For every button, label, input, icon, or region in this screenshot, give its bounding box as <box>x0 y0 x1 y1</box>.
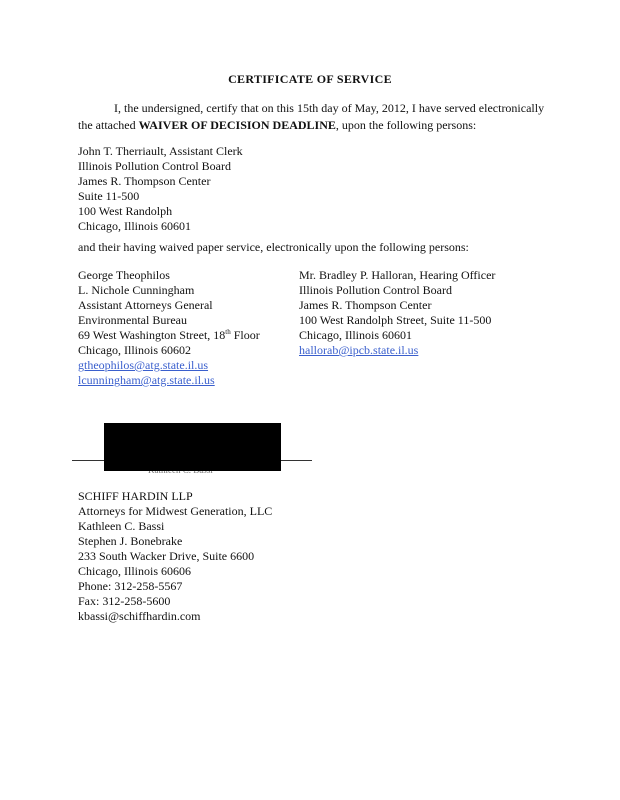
right-recipient-block <box>299 268 495 358</box>
left-recipient-street <box>78 328 260 343</box>
street-prefix: 69 West Washington Street, 18 <box>78 328 226 342</box>
left-recipient-line: Environmental Bureau <box>78 313 187 327</box>
email-link-halloran[interactable]: hallorab@ipcb.state.il.us <box>299 343 419 357</box>
right-recipient-line: Chicago, Illinois 60601 <box>299 328 412 342</box>
certification-text-2: , upon the following persons: <box>335 118 477 132</box>
right-recipient-line: Mr. Bradley P. Halloran, Hearing Officer <box>299 268 496 282</box>
served-line: John T. Therriault, Assistant Clerk <box>78 144 243 158</box>
right-recipient-line: 100 West Randolph Street, Suite 11-500 <box>299 313 492 327</box>
right-recipient-line: Illinois Pollution Control Board <box>299 283 453 297</box>
firm-line: Phone: 312-258-5567 <box>78 579 183 593</box>
served-line: James R. Thompson Center <box>78 174 211 188</box>
floor-ordinal: th <box>225 328 231 336</box>
served-line: Suite 11-500 <box>78 189 140 203</box>
left-recipient-line: Assistant Attorneys General <box>78 298 213 312</box>
firm-line: Stephen J. Bonebrake <box>78 534 183 548</box>
right-recipient-line: James R. Thompson Center <box>299 298 432 312</box>
served-line: Chicago, Illinois 60601 <box>78 219 191 233</box>
email-link-theophilos[interactable]: gtheophilos@atg.state.il.us <box>78 358 209 372</box>
firm-email: kbassi@schiffhardin.com <box>78 609 201 623</box>
served-line: Illinois Pollution Control Board <box>78 159 232 173</box>
firm-line: Attorneys for Midwest Generation, LLC <box>78 504 273 518</box>
firm-line: Fax: 312-258-5600 <box>78 594 171 608</box>
left-recipient-city: Chicago, Illinois 60602 <box>78 343 191 357</box>
document-title: CERTIFICATE OF SERVICE <box>228 72 392 86</box>
firm-line: Kathleen C. Bassi <box>78 519 165 533</box>
left-recipient-line: George Theophilos <box>78 268 170 282</box>
firm-line: 233 South Wacker Drive, Suite 6600 <box>78 549 255 563</box>
left-recipient-block <box>78 268 260 388</box>
served-line: 100 West Randolph <box>78 204 173 218</box>
street-suffix: Floor <box>230 328 260 342</box>
document-name: WAIVER OF DECISION DEADLINE <box>138 118 336 132</box>
served-recipient-block <box>78 144 243 234</box>
certification-paragraph <box>78 100 558 134</box>
paper-service-statement: and their having waived paper service, electronically upon the following persons: <box>78 240 469 254</box>
left-recipient-line: L. Nichole Cunningham <box>78 283 195 297</box>
email-link-cunningham[interactable]: lcunningham@atg.state.il.us <box>78 373 215 387</box>
firm-line: Chicago, Illinois 60606 <box>78 564 191 578</box>
firm-line: SCHIFF HARDIN LLP <box>78 489 193 503</box>
certification-text-1: I, the undersigned, certify that on this 15th day of May, 2012, I have served electronically the attached <box>78 101 545 132</box>
signature-redaction-box <box>104 423 281 471</box>
law-firm-block <box>78 489 272 624</box>
